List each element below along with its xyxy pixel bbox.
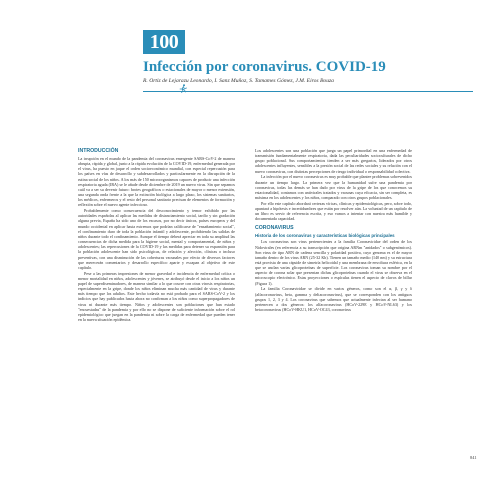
paragraph: La irrupción en el mundo de la pandemia del coronavirus emergente SARS-CoV-2 de manera abrupta, rápida y global, junto a la rápida evolución de la COVID-19, enfermedad generada por el virus, ha puesto en jaque el orden socioeconómico mundial, con especial repercusión para los países en vías de desarrollo y subdesarrollados y particularmente en la disrupción de la rutina social de los niños. A los más de 150 microorganismos capaces de producir una infección respiratoria aguda (IRA) se le añade desde diciembre de 2019 un nuevo virus. Sin que sepamos cuál va a ser su devenir futuro: brotes geográficos o estacionales de mayor o menor extensión, una segunda onda frente a la que la extinción biológica a largo plazo, los sistemas sanitarios, los médicos, enfermeros y el resto del personal sanitario precisan de elementos de formación y reflexión sobre el nuevo agente infeccioso. <box>78 156 235 208</box>
paragraph: Probablemente como consecuencia del desconocimiento y temor exhibido por las autoridades españolas al aplicar las medidas de distanciamiento social, tardío y sin gradación alguna previa, España ha sido uno de los escasos, por no decir únicos, países europeos y del mundo occidental en aplicar hasta extremos que podrían calificarse de "ensañamiento social", el confinamiento duro de toda la población infantil y adolescente, prohibiendo las salidas de niños durante todo el confinamiento. Aunque el tiempo deberá apreciar en toda su amplitud las consecuencias de dicha medida para la higiene social, mental y comportamental, de niños y adolescentes; las repercusiones de la COVID-19 y las medidas para detener su expansión para la población adolescente han sido psicológicas, de relación y afección, clínicas o incluso preventivas, con una disminución de las coberturas vacunales por efecto de diversos factores que merecerán comentarios y desarrollo específico aparte y escapan al objetivo de este capítulo. <box>78 208 235 270</box>
paragraph: Pese a las primeras impresiones de menor gravedad e incidencia de enfermedad crítica o menor mortalidad en niños, adolescentes y jóvenes, se atribuyó desde el inicio a los niños un papel de superdiseminadores, de manera similar a lo que ocurre con otras virosis respiratorias, especialmente en la gripe, donde los niños eliminan mucha más cantidad de virus y durante más tiempo que los adultos. Este hecho todavía no está probado para el SARS-CoV-2 y los indicios que hay publicados hasta ahora no confirman a los niños como superpropagadores de virus ni durante más tiempo. Niños y adolescentes son poblaciones que han estado "encuestadas" de la pandemia y por ello no se dispone de suficiente información sobre el rol epidemiológico que juegan en la pandemia ni sobre la carga de enfermedad que pueden tener en la nueva situación epidémica. <box>78 270 235 323</box>
paragraph: Por ello este capítulo abordará certezas víricas, clínicas y epidemiológicas, pero, sobre todo, apuntará a hipótesis e incertidumbres que están por resolver aún. La voluntad de un capítulo de un libro es servir de referencia escrita, y eso vamos a intentar con nuestra más humilde y documentada capacidad. <box>255 200 412 222</box>
chapter-title: Infección por coronavirus. COVID-19 <box>143 59 386 75</box>
paragraph: Los adolescentes son una población que juega un papel primordial en una enfermedad de transmisión fundamentalmente respiratoria, dada las peculiaridades socioculturales de dicho grupo poblacional. Sus comportamientos tienden a ser más gregarios, liderados por otros adolescentes influyentes, sensibles a la presión social de las redes sociales y su relación con el nuevo coronavirus, con distintas percepciones de riesgo individual o responsabilidad colectiva. <box>255 148 412 174</box>
header-rule <box>143 91 473 92</box>
right-column <box>255 148 412 313</box>
subsection-title-historia: Historia de los coronavirus y características biológicas principales <box>255 232 395 238</box>
section-title-introduccion: INTRODUCCIÓN <box>78 148 119 154</box>
paragraph: Los coronavirus son virus pertenecientes a la familia Coronaviridae del orden de los Nidovirales (en referencia a su transcripción que origina ARNm "anidados" o subgenómicos). Son virus de tipo ARN de cadena sencilla y polaridad positiva, cuyo genoma es el de mayor tamaño dentro de los virus ARN (25-32 Kb). Tienen un tamaño medio (140 nm) y su estructura está provista de una cápside de simetría helicoidal y una membrana de envoltura esférica, en la que se anclan varias glicoproteínas de superficie. Los coronavirus toman su nombre por el aspecto de corona solar que presentan dichas glicoproteínas cuando el virus se observa en el microscopio electrónico. Estas proyecciones o espículas tienen el aspecto de clavos de billar (Figura 1). <box>255 239 412 286</box>
section-title-coronavirus: CORONAVIRUS <box>255 224 294 231</box>
chapter-number: 100 <box>143 30 185 54</box>
page-number: 841 <box>470 455 477 460</box>
paragraph: La familia Coronaviridae se divide en varios géneros, como son el α, β, γ y δ (alfacoronavirus, beta, gamma y deltacoronavirus), que se corresponden con los antiguos grupos 1, 2, 3 y 4. Los coronavirus que sabemos que actualmente infectan al ser humano pertenecen a dos géneros: los alfacoronavirus (HCoV-229E y HCoV-NL63) y los betacoronavirus (HCoV-HKU1, HCoV-OC43, coronavirus <box>255 286 412 312</box>
chapter-authors: R. Ortiz de Lejarazu Leonardo, I. Sanz Muñoz, S. Tamames Gómez, J.M. Eiros Bouza <box>143 78 334 84</box>
paragraph: La infección por el nuevo coronavirus es muy probable que plantee problemas sobrevenidos durante un tiempo largo. La primera vez que la humanidad sufre una pandemia por coronavirus, todas las demás se han dado por virus de la gripe de los que conocemos su estacionalidad, contamos con antivirales tratados y vacunas cuya eficacia, sin ser completa, es máxima en los adolescentes y los niños, comparado con otros grupos poblacionales. <box>255 174 412 200</box>
left-column <box>78 148 235 323</box>
